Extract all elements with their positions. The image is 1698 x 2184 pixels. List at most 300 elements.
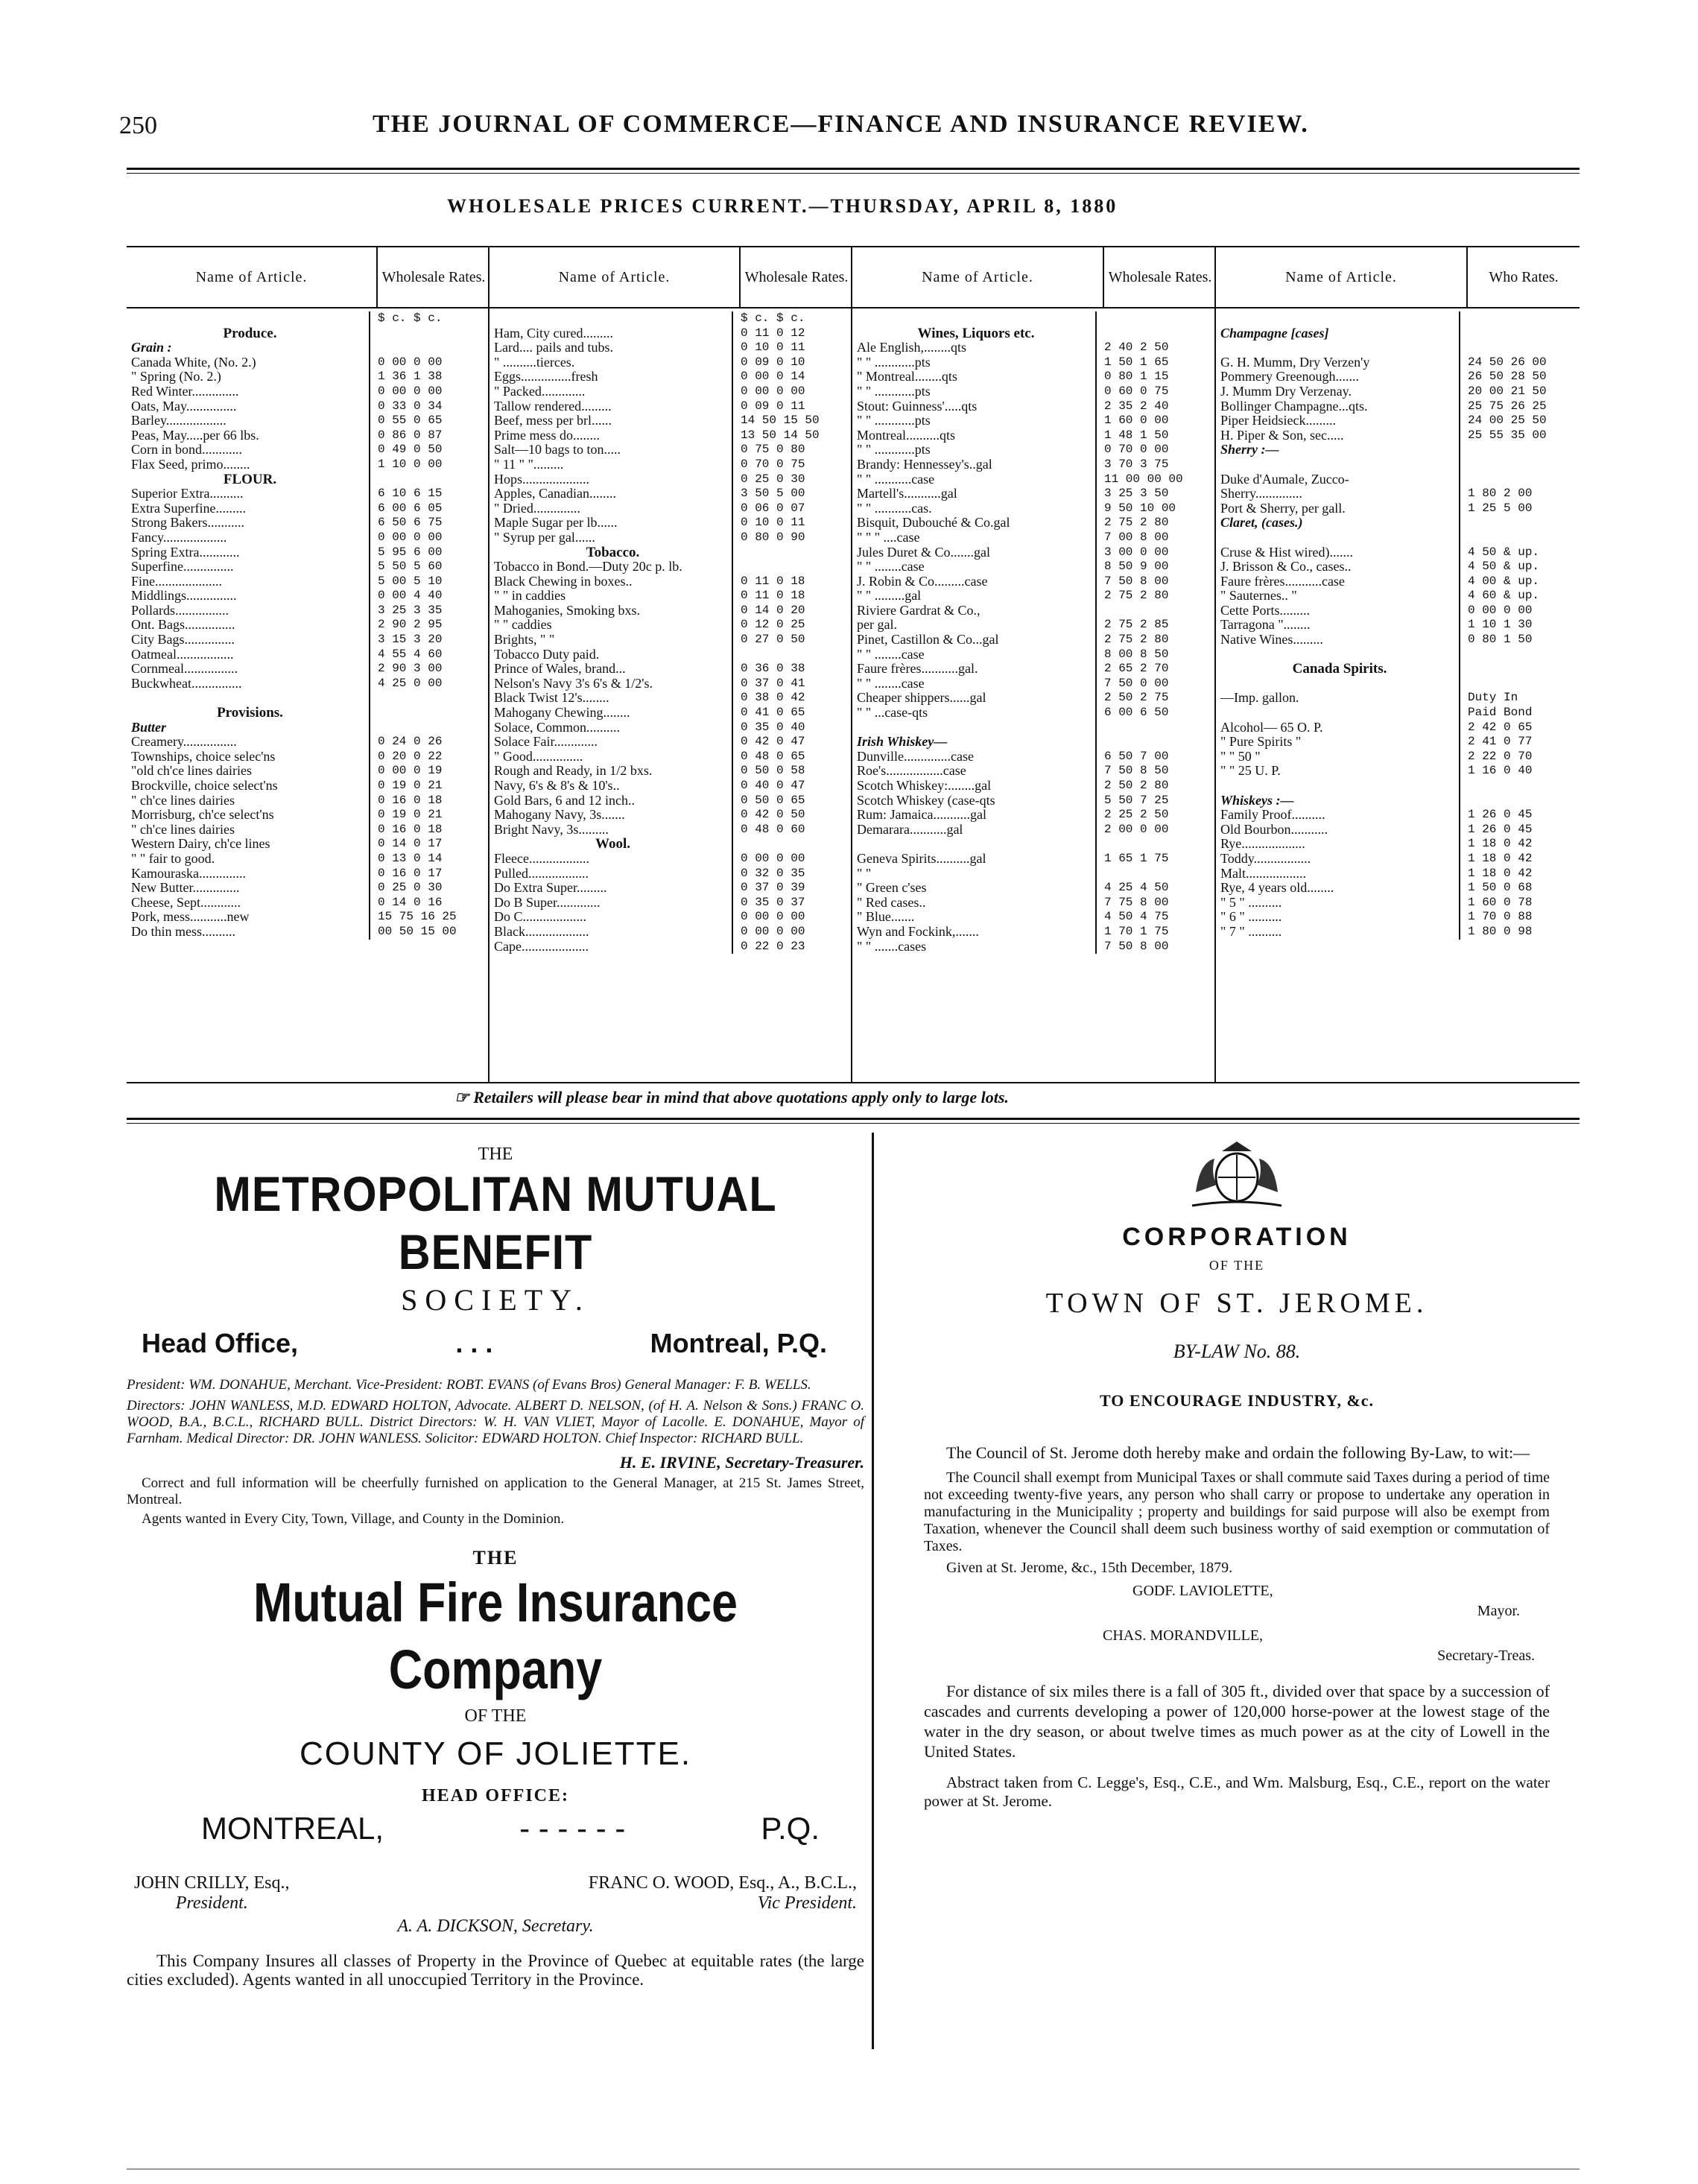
prices-column-4: [1216, 247, 1580, 1082]
retailers-note: ☞ Retailers will please bear in mind that above quotations apply only to large lots.: [454, 1088, 1009, 1107]
article-rate: [733, 545, 852, 560]
table-row: [1216, 662, 1580, 677]
article-rate: 5 50 7 25: [1104, 793, 1169, 807]
article-name: Sherry..............: [1216, 487, 1460, 501]
table-row: [852, 910, 1216, 925]
article-name: Old Bourbon...........: [1216, 823, 1460, 838]
article-name: Irish Whiskey—: [852, 735, 1097, 750]
article-name: Brights, " ": [490, 633, 733, 648]
article-rate: 0 33 0 34: [378, 399, 443, 413]
article-name: Dunville..............case: [852, 750, 1097, 765]
article-rate: 2 90 3 00: [378, 662, 443, 676]
table-row: [490, 355, 852, 370]
article-rate: 0 00 0 00: [741, 851, 805, 865]
article-rate: 0 37 0 39: [741, 881, 805, 895]
secretary-title: Secretary-Treas.: [1437, 1648, 1535, 1664]
article-rate: 4 50 & up.: [1468, 560, 1540, 574]
article-name: Hops....................: [490, 472, 733, 487]
article-rate: 0 16 0 17: [378, 866, 443, 880]
fire-president-name: JOHN CRILLY, Esq.,: [134, 1873, 290, 1893]
table-row: [852, 677, 1216, 691]
article-rate: 4 00 & up.: [1468, 574, 1540, 588]
mayor-name: GODF. LAVIOLETTE,: [1132, 1583, 1273, 1599]
table-row: [1216, 618, 1580, 633]
article-rate: 0 55 0 65: [378, 414, 443, 428]
metro-name: METROPOLITAN MUTUAL BENEFIT: [214, 1166, 777, 1279]
table-row: [852, 633, 1216, 648]
town-title: TOWN OF ST. JEROME.: [1045, 1288, 1428, 1319]
fire-dashes: - - - - - -: [519, 1811, 626, 1846]
article-rate: [1097, 326, 1216, 341]
table-row: [127, 691, 490, 706]
table-row: [127, 589, 490, 604]
table-row: [490, 618, 852, 633]
article-rate: 1 18 0 42: [1468, 837, 1533, 851]
article-rate: 1 60 0 00: [1104, 414, 1169, 428]
article-rate: 0 75 0 80: [741, 443, 805, 457]
article-name: Townships, choice selec'ns: [127, 750, 370, 765]
fire-vp: [589, 1873, 857, 1914]
article-name: " 6 " ..........: [1216, 910, 1460, 925]
article-rate: 2 42 0 65: [1468, 720, 1533, 734]
article-name: Cornmeal................: [127, 662, 370, 677]
article-rate: 2 35 2 40: [1104, 399, 1169, 413]
name-header: Name of Article.: [1216, 247, 1468, 307]
article-rate: 1 26 0 45: [1468, 822, 1533, 836]
mayor-title: Mayor.: [1477, 1603, 1520, 1619]
article-name: Do C...................: [490, 910, 733, 925]
article-name: " " ...........case: [852, 472, 1097, 487]
article-rate: [733, 560, 852, 575]
article-rate: [1460, 458, 1580, 472]
metro-officers: President: WM. DONAHUE, Merchant. Vice-President: ROBT. EVANS (of Evans Bros) General Manager: F. B. WELLS.: [127, 1377, 811, 1393]
article-name: Rye, 4 years old........: [1216, 881, 1460, 896]
article-rate: 24 00 25 50: [1468, 414, 1547, 428]
table-row: [127, 311, 490, 326]
table-row: [490, 516, 852, 531]
table-row: [490, 560, 852, 575]
article-rate: 7 50 8 00: [1104, 574, 1169, 588]
article-name: " ": [852, 867, 1097, 881]
retailers-note-text: Retailers will please bear in mind that above quotations apply only to large lots.: [473, 1088, 1009, 1107]
table-row: [127, 618, 490, 633]
table-row: [127, 399, 490, 414]
fire-name: Mutual Fire Insurance Company: [253, 1571, 738, 1700]
article-name: Do B Super.............: [490, 896, 733, 911]
table-row: [127, 384, 490, 399]
article-rate: 0 60 0 75: [1104, 384, 1169, 398]
article-rate: [1097, 311, 1216, 326]
article-rate: [733, 837, 852, 852]
article-name: G. H. Mumm, Dry Verzen'y: [1216, 355, 1460, 370]
table-row: [852, 721, 1216, 735]
article-rate: [370, 691, 490, 706]
article-rate: 5 50 5 60: [378, 560, 443, 574]
table-row: [852, 648, 1216, 662]
article-rate: 1 10 0 00: [378, 457, 443, 471]
article-rate: 26 50 28 50: [1468, 370, 1547, 384]
article-name: Provisions.: [127, 706, 370, 721]
table-row: [490, 545, 852, 560]
article-rate: 3 50 5 00: [741, 487, 805, 501]
table-row: [852, 560, 1216, 575]
article-name: Superfine...............: [127, 560, 370, 575]
article-rate: 0 14 0 20: [741, 603, 805, 617]
article-name: Champagne [cases]: [1216, 326, 1460, 341]
fire-officers: [127, 1873, 864, 1914]
table-row: [1216, 910, 1580, 925]
table-row: [1216, 458, 1580, 472]
fire-vp-title: Vic President.: [757, 1893, 857, 1913]
article-rate: 0 36 0 38: [741, 662, 805, 676]
article-name: Geneva Spirits..........gal: [852, 852, 1097, 867]
table-row: [852, 881, 1216, 896]
article-rate: 0 16 0 18: [378, 793, 443, 807]
article-name: Black Chewing in boxes..: [490, 575, 733, 589]
table-row: [852, 355, 1216, 370]
metro-dots: . . .: [455, 1328, 493, 1358]
table-row: [1216, 311, 1580, 326]
article-rate: 0 11 0 18: [741, 574, 805, 588]
table-row: [1216, 516, 1580, 531]
table-row: [127, 794, 490, 808]
table-row: [127, 837, 490, 852]
article-rate: 5 95 6 00: [378, 545, 443, 559]
rate-header: Wholesale Rates.: [381, 269, 486, 285]
article-name: Do thin mess..........: [127, 925, 370, 940]
fire-address: [127, 1806, 864, 1846]
table-row: [852, 575, 1216, 589]
table-row: [1216, 808, 1580, 823]
article-rate: 20 00 21 50: [1468, 384, 1547, 398]
article-name: " Syrup per gal......: [490, 531, 733, 545]
article-rate: 1 50 0 68: [1468, 881, 1533, 895]
article-rate: 3 70 3 75: [1104, 457, 1169, 471]
article-name: " ch'ce lines dairies: [127, 794, 370, 808]
article-rate: [1097, 735, 1216, 750]
table-row: [490, 896, 852, 911]
article-rate: 13 50 14 50: [741, 428, 820, 442]
table-row: [490, 925, 852, 940]
article-name: Mahogany Navy, 3s.......: [490, 808, 733, 823]
table-row: [127, 355, 490, 370]
rows: [127, 308, 490, 940]
article-rate: [1460, 472, 1580, 487]
fire-head-office: HEAD OFFICE:: [422, 1786, 569, 1805]
header-rule-thin: [127, 173, 1580, 174]
article-name: " Spring (No. 2.): [127, 370, 370, 384]
article-name: Scotch Whiskey (case-qts: [852, 794, 1097, 808]
article-rate: [1460, 443, 1580, 458]
article-rate: 1 60 0 78: [1468, 895, 1533, 909]
article-rate: 3 00 0 00: [1104, 545, 1169, 559]
article-name: Wyn and Fockink,.......: [852, 925, 1097, 940]
article-name: Oats, May...............: [127, 399, 370, 414]
article-name: " ..........tierces.: [490, 355, 733, 370]
prices-column-1: [127, 247, 490, 1082]
table-row: [1216, 852, 1580, 867]
article-name: Cheaper shippers......gal: [852, 691, 1097, 706]
metro-head-office-label: Head Office,: [142, 1328, 299, 1358]
article-rate: 1 80 2 00: [1468, 487, 1533, 501]
article-name: " " ............pts: [852, 355, 1097, 370]
article-name: Tobacco Duty paid.: [490, 648, 733, 662]
table-row: [490, 501, 852, 516]
metro-location: Montreal, P.Q.: [650, 1328, 827, 1358]
table-row: [490, 633, 852, 648]
table-row: [852, 837, 1216, 852]
article-name: Cape....................: [490, 940, 733, 955]
table-row: [490, 837, 852, 852]
article-name: Maple Sugar per lb......: [490, 516, 733, 531]
table-row: [127, 925, 490, 940]
table-row: [127, 867, 490, 881]
article-rate: 7 50 0 00: [1104, 676, 1169, 690]
article-rate: 4 50 4 75: [1104, 910, 1169, 924]
column-divider: [872, 1133, 874, 2049]
article-rate: 9 50 10 00: [1104, 501, 1176, 515]
article-name: " " ............pts: [852, 414, 1097, 428]
table-row: [1216, 399, 1580, 414]
article-rate: 0 11 0 12: [741, 326, 805, 340]
article-rate: 2 41 0 77: [1468, 735, 1533, 749]
article-rate: 4 60 & up.: [1468, 589, 1540, 603]
rate-header: Who Rates.: [1489, 269, 1559, 285]
article-rate: 0 42 0 47: [741, 735, 805, 749]
article-rate: 4 25 4 50: [1104, 881, 1169, 895]
table-row: [127, 881, 490, 896]
name-header: Name of Article.: [852, 247, 1104, 307]
article-name: Ale English,........qts: [852, 341, 1097, 355]
table-row: [1216, 560, 1580, 575]
article-rate: 0 11 0 18: [741, 589, 805, 603]
table-row: [852, 326, 1216, 341]
article-name: Black...................: [490, 925, 733, 940]
article-name: City Bags...............: [127, 633, 370, 648]
article-rate: 3 25 3 50: [1104, 487, 1169, 501]
article-name: " " .........gal: [852, 589, 1097, 604]
article-name: Faure frères...........case: [1216, 575, 1460, 589]
table-row: [852, 750, 1216, 765]
article-rate: 0 00 0 00: [378, 355, 443, 369]
article-name: Rum: Jamaica...........gal: [852, 808, 1097, 823]
article-rate: 7 50 8 00: [1104, 939, 1169, 953]
table-row: [1216, 326, 1580, 341]
table-row: [852, 925, 1216, 940]
article-name: Salt—10 bags to ton.....: [490, 443, 733, 458]
table-row: [490, 399, 852, 414]
article-name: Ham, City cured.........: [490, 326, 733, 341]
metro-the: THE: [478, 1145, 513, 1164]
table-row: [127, 516, 490, 531]
article-rate: [1460, 648, 1580, 662]
table-row: [490, 589, 852, 604]
article-name: [490, 311, 733, 326]
article-rate: 2 90 2 95: [378, 618, 443, 632]
article-name: Grain :: [127, 341, 370, 355]
article-name: [1216, 311, 1460, 326]
article-rate: 6 50 7 00: [1104, 749, 1169, 763]
article-rate: 15 75 16 25: [378, 910, 457, 924]
table-row: [490, 852, 852, 867]
rows: [852, 308, 1216, 954]
article-rate: [1460, 794, 1580, 808]
table-row: [852, 940, 1216, 955]
table-row: [490, 487, 852, 501]
article-rate: 7 50 8 50: [1104, 764, 1169, 778]
table-row: [852, 341, 1216, 355]
table-row: [490, 604, 852, 618]
article-name: " " ............pts: [852, 384, 1097, 399]
article-rate: 0 50 0 65: [741, 793, 805, 807]
table-row: [127, 575, 490, 589]
article-rate: 0 09 0 10: [741, 355, 805, 369]
article-rate: 6 00 6 50: [1104, 706, 1169, 720]
article-rate: [1097, 604, 1216, 618]
table-row: [127, 648, 490, 662]
name-header: Name of Article.: [127, 247, 378, 307]
table-row: [490, 531, 852, 545]
table-row: [490, 414, 852, 428]
article-rate: 4 50 & up.: [1468, 545, 1540, 559]
article-name: Brandy: Hennessey's..gal: [852, 458, 1097, 472]
article-name: " " ........case: [852, 648, 1097, 662]
table-row: [852, 779, 1216, 794]
article-rate: 0 70 0 00: [1104, 443, 1169, 457]
article-rate: 2 50 2 80: [1104, 779, 1169, 792]
article-rate: 8 00 8 50: [1104, 647, 1169, 661]
table-row: [852, 370, 1216, 384]
article-rate: 11 00 00 00: [1104, 472, 1183, 486]
article-rate: 0 70 0 75: [741, 457, 805, 471]
article-name: Stout: Guinness'.....qts: [852, 399, 1097, 414]
article-name: Cette Ports.........: [1216, 604, 1460, 618]
table-row: [1216, 545, 1580, 560]
corp-of-the: OF THE: [1208, 1258, 1265, 1273]
article-rate: 0 00 0 19: [378, 764, 443, 778]
article-name: " Packed.............: [490, 384, 733, 399]
article-name: [852, 311, 1097, 326]
fire-of-the: OF THE: [464, 1706, 527, 1726]
article-name: " Blue.......: [852, 910, 1097, 925]
article-name: "old ch'ce lines dairies: [127, 764, 370, 779]
article-name: Toddy.................: [1216, 852, 1460, 867]
table-row: [490, 794, 852, 808]
article-name: Canada White, (No. 2.): [127, 355, 370, 370]
article-rate: [1460, 531, 1580, 545]
advertisements-left: [127, 1140, 864, 1989]
table-row: [1216, 779, 1580, 794]
metro-directors: Directors: JOHN WANLESS, M.D. EDWARD HOLTON, Advocate. ALBERT D. NELSON, (of H. A. Nelson & Sons.) FRANC O. WOOD, B.A., B.C.L., RICHARD BULL. District Directors: W. H. VAN VLIET, Mayor of Lacolle. E. DONAHUE, Mayor of Farnham. Medical Director: DR. JOHN WANLESS. Solicitor: EDWARD HOLTON. Chief Inspector: RICHARD BULL.: [127, 1398, 864, 1446]
article-name: Eggs...............fresh: [490, 370, 733, 384]
article-name: per gal.: [852, 618, 1097, 633]
table-row: [127, 604, 490, 618]
prices-column-3: [852, 247, 1216, 1082]
table-row: [852, 589, 1216, 604]
article-name: Tallow rendered.........: [490, 399, 733, 414]
table-row: [127, 910, 490, 925]
article-rate: 1 80 0 98: [1468, 924, 1533, 938]
table-row: [127, 735, 490, 750]
table-row: [852, 867, 1216, 881]
secretary-name: CHAS. MORANDVILLE,: [1103, 1627, 1263, 1644]
article-rate: 2 50 2 75: [1104, 691, 1169, 705]
table-row: [852, 823, 1216, 838]
article-name: Fleece..................: [490, 852, 733, 867]
rate-header: Wholesale Rates.: [744, 269, 849, 285]
article-name: H. Piper & Son, sec.....: [1216, 428, 1460, 443]
article-name: Oatmeal.................: [127, 648, 370, 662]
article-rate: 1 25 5 00: [1468, 501, 1533, 515]
article-name: Rye...................: [1216, 837, 1460, 852]
fire-county: COUNTY OF JOLIETTE.: [299, 1735, 692, 1772]
table-row: [852, 545, 1216, 560]
article-rate: 0 00 0 00: [378, 384, 443, 398]
article-name: [1216, 648, 1460, 662]
table-row: [127, 721, 490, 735]
article-name: Demarara...........gal: [852, 823, 1097, 838]
article-name: Rough and Ready, in 1/2 bxs.: [490, 764, 733, 779]
article-name: Solace Fair.............: [490, 735, 733, 750]
table-row: [1216, 837, 1580, 852]
article-name: Buckwheat...............: [127, 677, 370, 691]
table-row: [490, 721, 852, 735]
article-rate: 0 00 0 00: [741, 384, 805, 398]
article-name: Montreal..........qts: [852, 428, 1097, 443]
article-name: Sherry :—: [1216, 443, 1460, 458]
article-rate: [733, 648, 852, 662]
table-row: [490, 823, 852, 838]
table-row: [127, 662, 490, 677]
table-row: [852, 896, 1216, 911]
article-rate: 8 50 9 00: [1104, 560, 1169, 574]
article-rate: 0 50 0 58: [741, 764, 805, 778]
article-rate: [1460, 677, 1580, 691]
table-row: [1216, 575, 1580, 589]
article-rate: 1 18 0 42: [1468, 866, 1533, 880]
table-row: [127, 808, 490, 823]
table-row: [490, 384, 852, 399]
table-row: [1216, 794, 1580, 808]
table-row: [1216, 384, 1580, 399]
article-name: Canada Spirits.: [1216, 662, 1460, 677]
article-rate: 3 25 3 35: [378, 603, 443, 617]
table-row: [1216, 706, 1580, 721]
table-row: [490, 691, 852, 706]
article-name: Mahoganies, Smoking bxs.: [490, 604, 733, 618]
article-rate: 1 70 0 88: [1468, 910, 1533, 924]
article-rate: 1 16 0 40: [1468, 764, 1533, 778]
metro-agents: Agents wanted in Every City, Town, Village, and County in the Dominion.: [142, 1511, 565, 1527]
table-row: [1216, 648, 1580, 662]
article-rate: 0 37 0 41: [741, 676, 805, 690]
article-name: Claret, (cases.): [1216, 516, 1460, 531]
article-name: " Montreal........qts: [852, 370, 1097, 384]
table-row: [852, 531, 1216, 545]
article-name: Western Dairy, ch'ce lines: [127, 837, 370, 852]
article-name: " " in caddies: [490, 589, 733, 604]
article-name: " 11 " ".........: [490, 458, 733, 472]
table-row: [127, 458, 490, 472]
article-name: Roe's.................case: [852, 764, 1097, 779]
article-rate: 0 00 0 14: [741, 370, 805, 384]
article-rate: 2 75 2 80: [1104, 589, 1169, 603]
article-name: Navy, 6's & 8's & 10's..: [490, 779, 733, 794]
table-row: [1216, 881, 1580, 896]
article-rate: 0 00 0 00: [1468, 603, 1533, 617]
table-row: [852, 428, 1216, 443]
article-name: Beef, mess per brl......: [490, 414, 733, 428]
